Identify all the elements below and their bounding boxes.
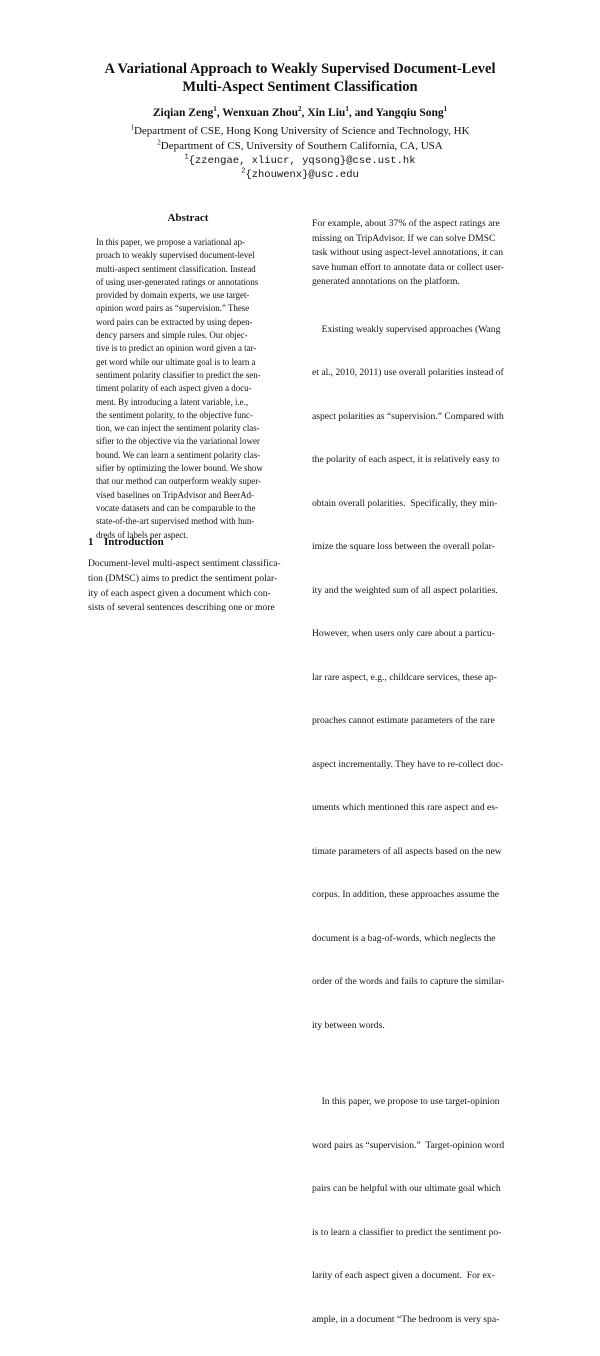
author-affiliation-mark: 1 bbox=[213, 105, 217, 114]
text-line: aspect incrementally. They have to re-collect doc- bbox=[312, 758, 504, 770]
text-line: order of the words and fails to capture the similar- bbox=[312, 976, 505, 987]
abstract-line: vocate datasets and can be comparable to the bbox=[96, 502, 256, 513]
text-line: ity and the weighted sum of all aspect polarities. bbox=[312, 584, 498, 596]
email-2 bbox=[40, 169, 560, 181]
text-line: larity of each aspect given a document. For ex- bbox=[312, 1270, 495, 1281]
abstract-line: In this paper, we propose a variational ap- bbox=[96, 237, 245, 247]
section-heading-introduction bbox=[88, 536, 164, 548]
abstract-line: sifier to the objective via the variational lower bbox=[96, 436, 260, 447]
text-line: ample, in a document “The bedroom is very spa- bbox=[312, 1313, 500, 1325]
text-line: imize the square loss between the overall polar- bbox=[312, 541, 495, 552]
text-line: missing on TripAdvisor. If we can solve DMSC bbox=[312, 232, 496, 244]
abstract-line: the sentiment polarity, to the objective func- bbox=[96, 409, 253, 420]
abstract-line: that our method can outperform weakly super- bbox=[96, 476, 261, 487]
author-name: Wenxuan Zhou bbox=[222, 107, 299, 119]
affiliation-1 bbox=[40, 125, 560, 137]
text-line: obtain overall polarities. Specifically, they min- bbox=[312, 497, 498, 509]
text-line: is to learn a classifier to predict the sentiment po- bbox=[312, 1226, 502, 1238]
intro-line: Document-level multi-aspect sentiment classifica- bbox=[88, 558, 281, 569]
email-mark: 2 bbox=[241, 167, 246, 176]
abstract-line: tive is to predict an opinion word given a tar- bbox=[96, 343, 257, 354]
text-line: save human effort to annotate data or collect user- bbox=[312, 261, 504, 273]
email-text: {zzengae, xliucr, yqsong}@cse.ust.hk bbox=[188, 155, 416, 167]
abstract-line: timent polarity of each aspect given a docu- bbox=[96, 383, 252, 394]
text-line: For example, about 37% of the aspect ratings are bbox=[312, 218, 500, 229]
text-line: However, when users only care about a particu- bbox=[312, 628, 495, 639]
author-affiliation-mark: 2 bbox=[298, 105, 302, 114]
intro-line: ity of each aspect given a document which con- bbox=[88, 587, 271, 599]
abstract-line: opinion word pairs as “supervision.” These bbox=[96, 303, 250, 314]
abstract-line: dency parsers and simple rules. Our objec- bbox=[96, 330, 248, 341]
text-line: corpus. In addition, these approaches assume the bbox=[312, 889, 500, 900]
text-line: In this paper, we propose to use target-opinion bbox=[312, 1096, 500, 1107]
author-name: Ziqian Zeng bbox=[152, 107, 214, 119]
abstract-line: sifier by optimizing the lower bound. We show bbox=[96, 463, 263, 474]
author-affiliation-mark: 1 bbox=[443, 105, 448, 114]
text-line: pairs can be helpful with our ultimate goal which bbox=[312, 1183, 501, 1194]
abstract-line: provided by domain experts, we use target- bbox=[96, 290, 250, 301]
text-line: uments which mentioned this rare aspect and es- bbox=[312, 802, 499, 813]
abstract-line: vised baselines on TripAdvisor and BeerAd- bbox=[96, 489, 255, 500]
text-line: the polarity of each aspect, it is relatively easy to bbox=[312, 454, 500, 465]
section-number: 1 bbox=[88, 536, 94, 548]
abstract-heading: Abstract bbox=[167, 212, 209, 224]
text-line: Existing weakly supervised approaches (Wang bbox=[312, 323, 501, 335]
affiliation-mark: 1 bbox=[130, 123, 134, 132]
email-text: {zhouwenx}@usc.edu bbox=[245, 169, 359, 181]
abstract-line: of using user-generated ratings or annotations bbox=[96, 276, 259, 287]
author-name: Yangqiu Song bbox=[375, 107, 444, 119]
paragraph bbox=[312, 217, 524, 290]
author-list bbox=[40, 107, 560, 119]
abstract-line: get word while our ultimate goal is to learn a bbox=[96, 356, 256, 367]
title-line: A Variational Approach to Weakly Supervised Document-Level bbox=[104, 61, 496, 77]
abstract-line: state-of-the-art supervised method with hun- bbox=[96, 516, 255, 527]
text-line: proaches cannot estimate parameters of the rare bbox=[312, 715, 495, 726]
text-line: aspect polarities as “supervision.” Compared with bbox=[312, 410, 504, 422]
abstract-body bbox=[96, 236, 282, 542]
paragraph bbox=[312, 294, 524, 1063]
abstract-line: bound. We can learn a sentiment polarity clas- bbox=[96, 449, 261, 460]
abstract-line: proach to weakly supervised document-level bbox=[96, 250, 255, 261]
author-separator: , bbox=[216, 107, 223, 119]
text-line: timate parameters of all aspects based on the new bbox=[312, 845, 502, 857]
text-line: task without using aspect-level annotations, it can bbox=[312, 247, 504, 258]
introduction-body bbox=[88, 557, 300, 616]
right-column bbox=[312, 217, 524, 1356]
affiliation-mark: 2 bbox=[157, 138, 161, 147]
affiliation-text: Department of CS, University of Southern California, CA, USA bbox=[160, 140, 443, 152]
abstract-line: ment. By introducing a latent variable, i.e., bbox=[96, 396, 249, 407]
abstract-line: dreds of labels per aspect. bbox=[96, 529, 188, 540]
text-line: ity between words. bbox=[312, 1019, 385, 1031]
abstract-line: multi-aspect sentiment classification. Instead bbox=[96, 263, 256, 274]
abstract-line: word pairs can be extracted by using depen- bbox=[96, 316, 253, 327]
paragraph bbox=[312, 1066, 524, 1356]
intro-line: sists of several sentences describing one or more bbox=[88, 602, 275, 614]
email-1 bbox=[40, 155, 560, 167]
author-separator: , bbox=[301, 107, 308, 119]
text-line: document is a bag-of-words, which neglects the bbox=[312, 932, 496, 944]
text-line: word pairs as “supervision.” Target-opinion word bbox=[312, 1139, 505, 1151]
intro-line: tion (DMSC) aims to predict the sentiment polar- bbox=[88, 572, 278, 584]
author-separator: , and bbox=[348, 107, 376, 119]
text-line: et al., 2010, 2011) use overall polarities instead of bbox=[312, 367, 504, 378]
affiliation-2 bbox=[40, 140, 560, 152]
section-title: Introduction bbox=[104, 536, 164, 548]
affiliation-text: Department of CSE, Hong Kong University of Science and Technology, HK bbox=[133, 125, 470, 137]
paper-title bbox=[40, 60, 560, 96]
abstract-line: sentiment polarity classifier to predict the sen- bbox=[96, 369, 261, 380]
email-mark: 1 bbox=[184, 153, 189, 162]
abstract-line: tion, we can inject the sentiment polarity clas- bbox=[96, 423, 260, 434]
text-line: lar rare aspect, e.g., childcare services, these ap- bbox=[312, 671, 497, 683]
text-line: generated annotations on the platform. bbox=[312, 276, 460, 287]
author-affiliation-mark: 1 bbox=[345, 105, 349, 114]
title-line: Multi-Aspect Sentiment Classification bbox=[182, 79, 418, 95]
author-name: Xin Liu bbox=[307, 107, 346, 119]
